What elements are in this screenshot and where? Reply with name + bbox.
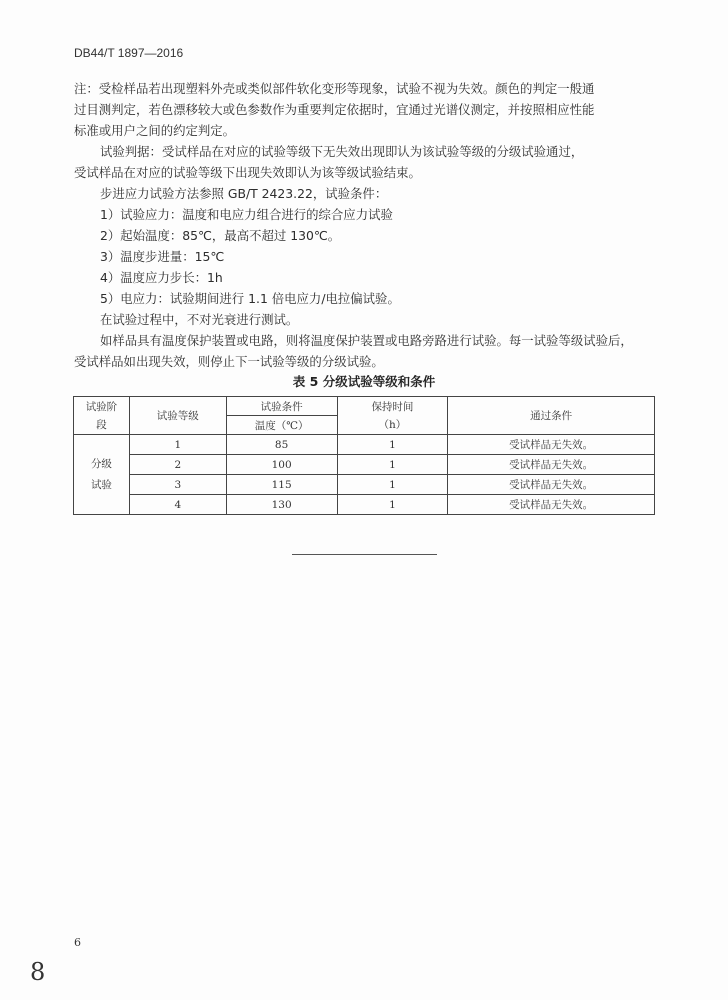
note-paragraph: [74, 78, 674, 141]
pass-cell: 受试样品无失效。: [448, 455, 655, 475]
header-pass: 通过条件: [448, 397, 655, 435]
side-number: 8: [30, 958, 46, 986]
stage-cell: [74, 435, 130, 515]
note-line: 过目测判定，若色漂移较大或色参数作为重要判定依据时，宜通过光谱仪测定，并按照相应性能: [74, 102, 595, 117]
table-row: [74, 475, 655, 495]
level-cell: 2: [129, 455, 226, 475]
header-stage-cont: 段: [74, 416, 130, 435]
temperature-cell: 130: [226, 495, 337, 515]
temperature-cell: 100: [226, 455, 337, 475]
pass-cell: 受试样品无失效。: [448, 435, 655, 455]
level-cell: 1: [129, 435, 226, 455]
table-header-row: [74, 397, 655, 416]
level-cell: 4: [129, 495, 226, 515]
header-hold-unit: （h）: [337, 416, 448, 435]
table-row: [74, 495, 655, 515]
judgement-paragraph: [74, 141, 674, 183]
hold-cell: 1: [337, 435, 448, 455]
standard-header: DB44/T 1897—2016: [74, 46, 184, 60]
header-hold-text: 保持时间: [371, 400, 414, 413]
stage-text: 试验: [90, 478, 112, 491]
note-line: 注：受检样品若出现塑料外壳或类似部件软化变形等现象，试验不视为失效。颜色的判定一般通: [74, 81, 595, 96]
header-stage-text: 试验阶: [85, 400, 118, 413]
header-hold: [337, 397, 448, 416]
hold-cell: 1: [337, 495, 448, 515]
hold-cell: 1: [337, 475, 448, 495]
method-paragraph: 步进应力试验方法参照 GB/T 2423.22，试验条件：: [100, 186, 388, 201]
condition-item: 4）温度应力步长：1h: [100, 270, 223, 285]
protection-line: 受试样品如出现失效，则停止下一试验等级的分级试验。: [74, 354, 384, 369]
header-level: 试验等级: [129, 397, 226, 435]
judgement-line: 试验判据：受试样品在对应的试验等级下无失效出现即认为该试验等级的分级试验通过，: [100, 144, 584, 159]
pass-cell: 受试样品无失效。: [448, 475, 655, 495]
protection-paragraph: [74, 330, 674, 372]
level-cell: 3: [129, 475, 226, 495]
stage-text: 分级: [90, 457, 112, 470]
protection-line: 如样品具有温度保护装置或电路，则将温度保护装置或电路旁路进行试验。每一试验等级试验后，: [100, 333, 633, 348]
judgement-line: 受试样品在对应的试验等级下出现失效即认为该等级试验结束。: [74, 165, 421, 180]
header-condition: 试验条件: [226, 397, 337, 416]
note-line: 标准或用户之间的约定判定。: [74, 123, 236, 138]
no-light-paragraph: 在试验过程中，不对光衰进行测试。: [100, 312, 299, 327]
condition-item: 5）电应力：试验期间进行 1.1 倍电应力/电拉偏试验。: [100, 291, 400, 306]
conditions-list: [74, 204, 700, 309]
table-row: [74, 435, 655, 455]
condition-item: 3）温度步进量：15℃: [100, 249, 225, 264]
hold-cell: 1: [337, 455, 448, 475]
table-row: [74, 455, 655, 475]
condition-item: 2）起始温度：85℃，最高不超过 130℃。: [100, 228, 341, 243]
temperature-cell: 85: [226, 435, 337, 455]
test-level-table: [73, 396, 655, 515]
end-divider: [292, 554, 437, 555]
condition-item: 1）试验应力：温度和电应力组合进行的综合应力试验: [100, 207, 393, 222]
pass-cell: 受试样品无失效。: [448, 495, 655, 515]
header-temperature: 温度（℃）: [226, 416, 337, 435]
header-stage: [74, 397, 130, 416]
table-caption: 表 5 分级试验等级和条件: [292, 374, 436, 389]
temperature-cell: 115: [226, 475, 337, 495]
page-number: 6: [74, 936, 81, 949]
